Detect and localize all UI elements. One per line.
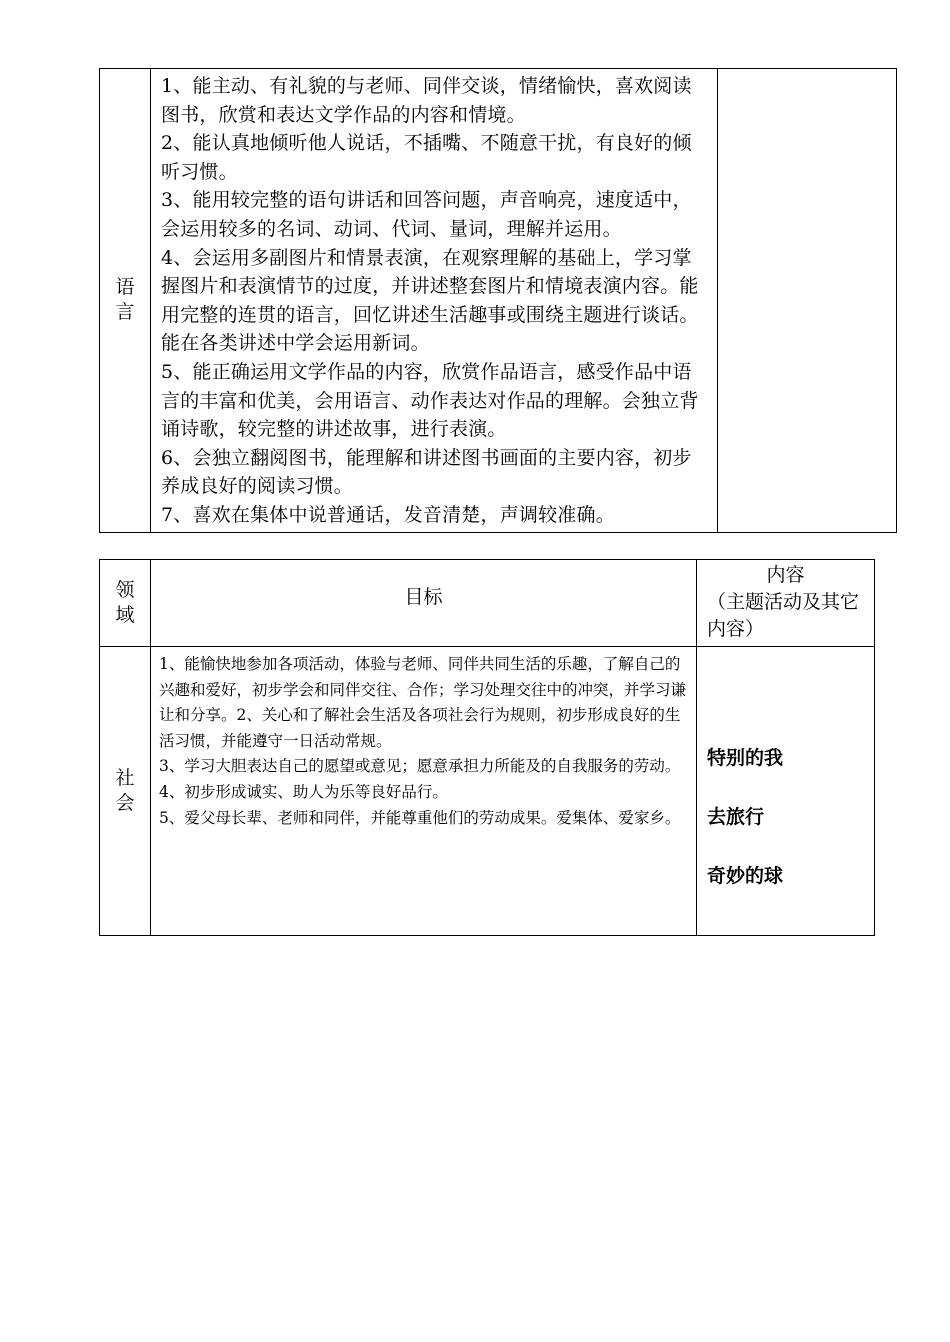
- header-domain-char: 领: [115, 579, 135, 601]
- header-domain-char: 域: [115, 604, 135, 626]
- theme-item: 特别的我: [707, 747, 784, 769]
- goal-item: 2、能认真地倾听他人说话，不插嘴、不随意干扰，有良好的倾听习惯。: [161, 132, 692, 183]
- goal-item: 3、学习大胆表达自己的愿望或意见；愿意承担力所能及的自我服务的劳动。: [159, 757, 681, 776]
- goal-item: 6、会独立翻阅图书，能理解和讲述图书画面的主要内容，初步养成良好的阅读习惯。: [161, 446, 692, 498]
- goal-item: 7、喜欢在集体中说普通话，发音清楚，声调较准确。: [161, 503, 615, 526]
- goals-cell-social: [151, 647, 697, 936]
- domain-char: 社: [115, 767, 135, 789]
- theme-item: 奇妙的球: [707, 865, 784, 887]
- header-domain-cell: [100, 560, 151, 647]
- domain-char: 言: [115, 301, 135, 324]
- header-goals-cell: 目标: [151, 560, 697, 647]
- domain-char: 语: [115, 276, 135, 299]
- goals-cell-language: [151, 69, 718, 533]
- goal-item: 3、能用较完整的语句讲话和回答问题，声音响亮，速度适中，会运用较多的名词、动词、代词、量词，理解并运用。: [161, 189, 692, 240]
- domain-char: 会: [115, 792, 135, 814]
- header-content-title: 内容: [766, 564, 805, 586]
- content-cell-language: [718, 69, 897, 533]
- themes-cell-social: [697, 647, 875, 936]
- domain-cell-language: [100, 69, 151, 533]
- header-content-subtitle: （主题活动及其它内容）: [707, 591, 860, 640]
- goal-item: 4、初步形成诚实、助人为乐等良好品行。: [159, 782, 448, 801]
- language-goals-table: [99, 68, 897, 533]
- goal-item: 5、能正确运用文学作品的内容，欣赏作品语言，感受作品中语言的丰富和优美，会用语言、动作表达对作品的理解。会独立背诵诗歌，较完整的讲述故事，进行表演。: [161, 360, 699, 441]
- goal-item: 1、能愉快地参加各项活动，体验与老师、同伴共同生活的乐趣，了解自己的兴趣和爱好，初步学会和同伴交往、合作；学习处理交往中的冲突，并学习谦让和分享。2、关心和了解社会生活及各项社会行为规则，初步形成良好的生活习惯，并能遵守一日活动常规。: [159, 655, 687, 750]
- goal-item: 4、会运用多副图片和情景表演，在观察理解的基础上，学习掌握图片和表演情节的过度，并讲述整套图片和情境表演内容。能用完整的连贯的语言，回忆讲述生活趣事或围绕主题进行谈话。能在各类讲述中学会运用新词。: [161, 246, 699, 355]
- goal-item: 1、能主动、有礼貌的与老师、同伴交谈，情绪愉快，喜欢阅读图书，欣赏和表达文学作品的内容和情境。: [161, 75, 692, 126]
- header-content-cell: [697, 560, 875, 647]
- theme-item: 去旅行: [707, 806, 765, 828]
- domain-cell-social: [100, 647, 151, 936]
- goal-item: 5、爱父母长辈、老师和同伴，并能尊重他们的劳动成果。爱集体、爱家乡。: [159, 808, 681, 827]
- social-goals-table: [99, 559, 875, 936]
